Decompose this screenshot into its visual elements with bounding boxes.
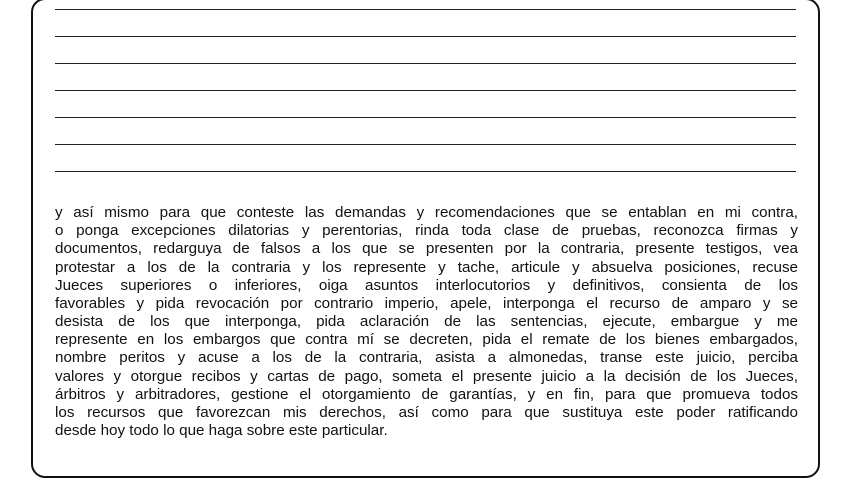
- paragraph-line: protestar a los de la contraria y los represente y tache, articule y absuelva posiciones, recuse: [55, 258, 798, 276]
- paragraph-line: represente en los embargos que contra mí se decreten, pida el remate de los bienes embargados,: [55, 331, 798, 349]
- paragraph-line: y así mismo para que conteste las demandas y recomendaciones que se entablan en mi contra,: [55, 204, 798, 221]
- blank-line[interactable]: [55, 9, 796, 10]
- paragraph-line: nombre peritos y acuse a los de la contraria, asista a almonedas, transe este juicio, perciba: [55, 349, 798, 367]
- power-of-attorney-paragraph: [55, 204, 798, 440]
- paragraph-line: documentos, redarguya de falsos a los que se presenten por la contraria, presente testigos, vea: [55, 240, 798, 258]
- paragraph-line: valores y otorgue recibos y cartas de pago, someta el presente juicio a la decisión de los Jueces,: [55, 367, 798, 385]
- paragraph-line: favorables y pida revocación por contrario imperio, apele, interponga el recurso de amparo y se: [55, 294, 798, 312]
- blank-line[interactable]: [55, 171, 796, 172]
- paragraph-line: Jueces superiores o inferiores, oiga asuntos interlocutorios y definitivos, consienta de los: [55, 276, 798, 294]
- paragraph-line: los recursos que favorezcan mis derechos, así como para que sustituya este poder ratificando: [55, 403, 798, 421]
- blank-line[interactable]: [55, 144, 796, 145]
- blank-line[interactable]: [55, 63, 796, 64]
- blank-writing-lines[interactable]: [55, 9, 796, 198]
- blank-line[interactable]: [55, 117, 796, 118]
- paragraph-line: desista de los que interponga, pida aclaración de las sentencias, ejecute, embargue y me: [55, 313, 798, 331]
- blank-line[interactable]: [55, 36, 796, 37]
- blank-line[interactable]: [55, 90, 796, 91]
- paragraph-line: desde hoy todo lo que haga sobre este particular.: [55, 422, 388, 440]
- paragraph-line: o ponga excepciones dilatorias y perentorias, rinda toda clase de pruebas, reconozca firmas y: [55, 222, 798, 240]
- paragraph-line: árbitros y arbitradores, gestione el otorgamiento de garantías, y en fin, para que promueva todos: [55, 385, 798, 403]
